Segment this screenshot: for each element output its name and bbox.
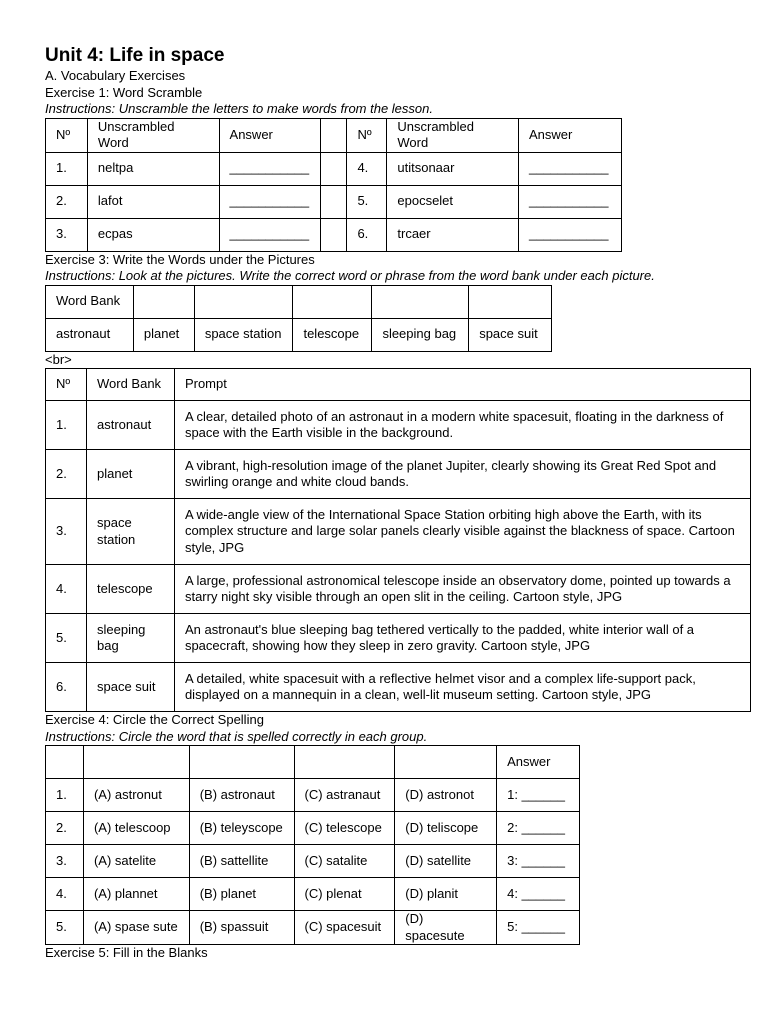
word-cell: telescope — [86, 565, 174, 614]
table-row — [46, 812, 580, 845]
exercise-3-heading: Exercise 3: Write the Words under the Pictures — [45, 251, 315, 267]
table-row — [46, 499, 751, 565]
item-number: 5. — [46, 614, 87, 663]
option-c[interactable]: (C) astranaut — [294, 779, 395, 812]
col-header-unscrambled: Unscrambled Word — [87, 118, 219, 152]
word-bank-word: telescope — [293, 318, 372, 351]
option-d[interactable]: (D) astronot — [395, 779, 497, 812]
col-header-number: Nº — [347, 118, 387, 152]
scrambled-word: neltpa — [87, 152, 219, 185]
item-number: 2. — [46, 812, 84, 845]
answer-blank[interactable]: 5: ______ — [497, 911, 580, 945]
word-cell: space station — [86, 499, 174, 565]
word-bank-word: space station — [194, 318, 293, 351]
scrambled-word: utitsonaar — [387, 152, 519, 185]
word-cell: planet — [86, 450, 174, 499]
option-d[interactable]: (D) planit — [395, 878, 497, 911]
option-d[interactable]: (D) teliscope — [395, 812, 497, 845]
table-row — [46, 878, 580, 911]
option-a[interactable]: (A) astronut — [83, 779, 189, 812]
answer-blank[interactable]: ___________ — [219, 152, 320, 185]
table-row — [46, 779, 580, 812]
option-c[interactable]: (C) spacesuit — [294, 911, 395, 945]
word-cell: sleeping bag — [86, 614, 174, 663]
table-row — [46, 185, 622, 218]
col-header-unscrambled: Unscrambled Word — [387, 118, 519, 152]
word-bank-word: planet — [133, 318, 194, 351]
exercise-3-instructions: Instructions: Look at the pictures. Write the correct word or phrase from the word bank under each picture. — [45, 268, 655, 283]
option-b[interactable]: (B) spassuit — [189, 911, 294, 945]
word-cell: space suit — [86, 663, 174, 712]
picture-prompts-table — [45, 368, 751, 712]
prompt-cell: A vibrant, high-resolution image of the planet Jupiter, clearly showing its Great Red Spot and swirling orange and white cloud bands. — [174, 450, 750, 499]
answer-blank[interactable]: 1: ______ — [497, 779, 580, 812]
item-number: 1. — [46, 152, 88, 185]
exercise-4-heading: Exercise 4: Circle the Correct Spelling — [45, 712, 264, 727]
word-bank-table — [45, 285, 552, 352]
answer-blank[interactable]: 2: ______ — [497, 812, 580, 845]
option-c[interactable]: (C) telescope — [294, 812, 395, 845]
table-row — [46, 911, 580, 945]
item-number: 3. — [46, 218, 88, 251]
table-row — [46, 450, 751, 499]
item-number: 2. — [46, 185, 88, 218]
option-a[interactable]: (A) spase sute — [83, 911, 189, 945]
scrambled-word: ecpas — [87, 218, 219, 251]
item-number: 3. — [46, 499, 87, 565]
item-number: 2. — [46, 450, 87, 499]
col-header-word-bank: Word Bank — [86, 369, 174, 401]
option-a[interactable]: (A) plannet — [83, 878, 189, 911]
col-header-answer: Answer — [497, 746, 580, 779]
option-b[interactable]: (B) teleyscope — [189, 812, 294, 845]
answer-blank[interactable]: 3: ______ — [497, 845, 580, 878]
spelling-table — [45, 745, 580, 945]
exercise-1-instructions: Instructions: Unscramble the letters to make words from the lesson. — [45, 101, 433, 116]
answer-blank[interactable]: ___________ — [219, 218, 320, 251]
item-number: 4. — [347, 152, 387, 185]
prompt-cell: A wide-angle view of the International Space Station orbiting high above the Earth, with its complex structure and large solar panels clearly visible against the blackness of space. Cartoon style, JPG — [174, 499, 750, 565]
table-row — [46, 663, 751, 712]
word-bank-word: astronaut — [46, 318, 134, 351]
answer-blank[interactable]: ___________ — [518, 218, 621, 251]
col-spacer — [320, 152, 347, 185]
word-scramble-table — [45, 118, 622, 252]
table-row — [46, 218, 622, 251]
table-row — [46, 845, 580, 878]
exercise-1-heading: Exercise 1: Word Scramble — [45, 84, 203, 100]
col-header-answer: Answer — [219, 118, 320, 152]
exercise-4-instructions: Instructions: Circle the word that is spelled correctly in each group. — [45, 728, 428, 744]
col-header-prompt: Prompt — [174, 369, 750, 401]
answer-blank[interactable]: ___________ — [518, 152, 621, 185]
table-row — [46, 152, 622, 185]
option-b[interactable]: (B) astronaut — [189, 779, 294, 812]
item-number: 1. — [46, 401, 87, 450]
word-cell: astronaut — [86, 401, 174, 450]
col-spacer — [320, 118, 347, 152]
scrambled-word: epocselet — [387, 185, 519, 218]
word-bank-word: space suit — [469, 318, 552, 351]
table-header-row — [46, 285, 552, 318]
col-spacer — [320, 185, 347, 218]
stray-br-text: <br> — [45, 351, 72, 367]
table-row — [46, 401, 751, 450]
item-number: 6. — [347, 218, 387, 251]
item-number: 3. — [46, 845, 84, 878]
table-row — [46, 565, 751, 614]
col-header-number: Nº — [46, 118, 88, 152]
section-a-heading: A. Vocabulary Exercises — [45, 68, 186, 83]
col-header-number: Nº — [46, 369, 87, 401]
worksheet-page — [45, 44, 745, 962]
item-number: 4. — [46, 565, 87, 614]
option-d[interactable]: (D) spacesute — [395, 911, 497, 945]
exercise-5-heading: Exercise 5: Fill in the Blanks — [45, 945, 208, 960]
table-header-row — [46, 118, 622, 152]
option-c[interactable]: (C) satalite — [294, 845, 395, 878]
item-number: 4. — [46, 878, 84, 911]
page-title: Unit 4: Life in space — [45, 45, 225, 66]
prompt-cell: A clear, detailed photo of an astronaut in a modern white spacesuit, floating in the darkness of space with the Earth visible in the background. — [174, 401, 750, 450]
scrambled-word: trcaer — [387, 218, 519, 251]
item-number: 1. — [46, 779, 84, 812]
table-row — [46, 614, 751, 663]
prompt-cell: An astronaut's blue sleeping bag tethered vertically to the padded, white interior wall of a spacecraft, showing how they sleep in zero gravity. Cartoon style, JPG — [174, 614, 750, 663]
scrambled-word: lafot — [87, 185, 219, 218]
prompt-cell: A detailed, white spacesuit with a reflective helmet visor and a complex life-support pack, displayed on a mannequin in a clean, well-lit museum setting. Cartoon style, JPG — [174, 663, 750, 712]
option-b[interactable]: (B) sattellite — [189, 845, 294, 878]
option-a[interactable]: (A) telescoop — [83, 812, 189, 845]
prompt-cell: A large, professional astronomical telescope inside an observatory dome, pointed up towards a starry night sky visible through an open slit in the ceiling. Cartoon style, JPG — [174, 565, 750, 614]
word-bank-label: Word Bank — [46, 285, 134, 318]
word-bank-word: sleeping bag — [372, 318, 469, 351]
option-d[interactable]: (D) satellite — [395, 845, 497, 878]
option-c[interactable]: (C) plenat — [294, 878, 395, 911]
table-row — [46, 318, 552, 351]
answer-blank[interactable]: ___________ — [518, 185, 621, 218]
item-number: 5. — [347, 185, 387, 218]
answer-blank[interactable]: 4: ______ — [497, 878, 580, 911]
item-number: 6. — [46, 663, 87, 712]
table-header-row — [46, 369, 751, 401]
option-a[interactable]: (A) satelite — [83, 845, 189, 878]
option-b[interactable]: (B) planet — [189, 878, 294, 911]
answer-blank[interactable]: ___________ — [219, 185, 320, 218]
col-spacer — [320, 218, 347, 251]
table-header-row — [46, 746, 580, 779]
col-header-answer: Answer — [518, 118, 621, 152]
item-number: 5. — [46, 911, 84, 945]
